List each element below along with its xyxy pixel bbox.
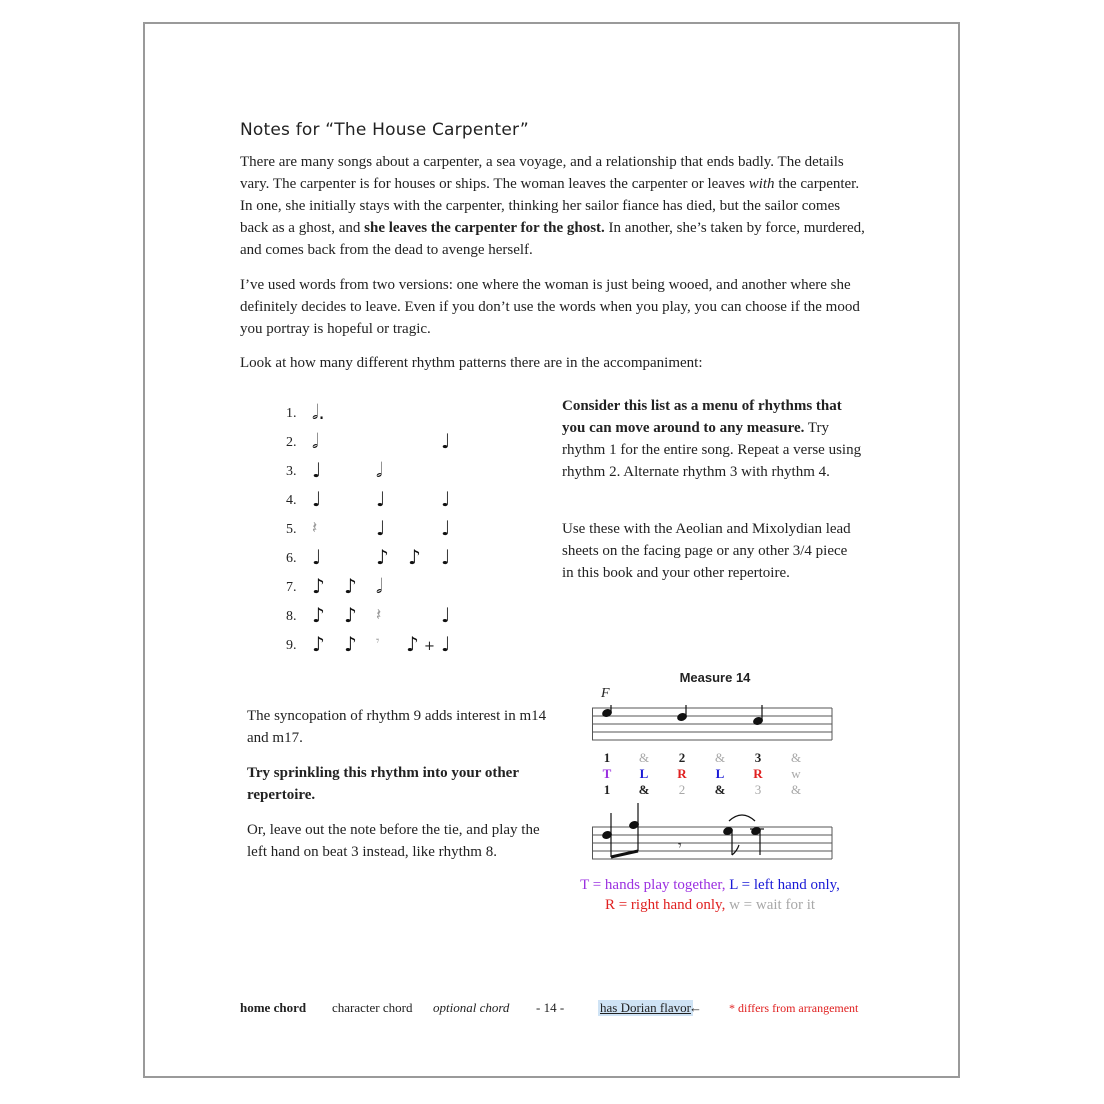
rhythm-number: 7.: [286, 580, 297, 595]
rhythm-number: 3.: [286, 464, 297, 479]
legend-together: T = hands play together,: [580, 877, 726, 893]
hand-left: L: [715, 766, 725, 781]
rhythm-row: [286, 460, 486, 484]
hand-wait: w: [791, 766, 801, 781]
footer-dorian-flavor: has Dorian flavor: [600, 1000, 691, 1015]
tie: [729, 815, 755, 821]
quarter-note-icon: ♩: [312, 458, 322, 482]
rhythm-number: 6.: [286, 551, 297, 566]
rhythm-row: [286, 576, 486, 600]
count-beat: 3: [754, 782, 762, 797]
sprinkle-paragraph: [247, 762, 557, 806]
eighth-note-icon: ♪: [344, 632, 357, 656]
rhythm-row: [286, 402, 486, 426]
rhythm-number: 5.: [286, 522, 297, 537]
quarter-note-icon: ♩: [441, 429, 451, 453]
footer-optional-chord: optional chord: [433, 1000, 510, 1015]
usage-paragraph: Use these with the Aeolian and Mixolydian lead sheets on the facing page or any other 3/4 piece in this book and your other repertoire.: [562, 521, 851, 581]
quarter-note-icon: ♩: [376, 516, 386, 540]
count-beat: 2: [678, 750, 686, 765]
page-number: - 14 -: [536, 1000, 565, 1015]
p1-text-c: In another, she’s taken by force, murdered, and comes back from the dead to avenge herself.: [240, 220, 865, 258]
half-note-icon: 𝅗𝅥: [312, 429, 319, 453]
legend-line-2: [560, 895, 860, 915]
rhythm-row: [286, 518, 486, 542]
eighth-note-icon: ♪: [312, 574, 325, 598]
p1-text-b: the carpenter. In one, she initially stays with the carpenter, thinking her sailor fiance has died, but the sailor comes back as a ghost, and: [240, 176, 860, 236]
count-beat: 1: [603, 782, 611, 797]
eighth-note-icon: ♪: [408, 545, 421, 569]
hand-together: T: [602, 766, 612, 781]
footer-differs-note: * differs from arrangement: [729, 1001, 859, 1015]
count-beat: 2: [678, 782, 686, 797]
p1-with: with: [748, 176, 775, 192]
eighth-note-icon: ♪: [344, 603, 357, 627]
eighth-note-icon: ♪: [406, 632, 419, 656]
rhythm-intro-paragraph: Look at how many different rhythm patterns there are in the accompaniment:: [240, 355, 703, 371]
tie-plus-icon: +: [424, 639, 435, 654]
quarter-note-icon: ♩: [441, 632, 451, 656]
half-note-icon: 𝅗𝅥: [376, 458, 383, 482]
quarter-rest-icon: 𝄽: [312, 518, 318, 538]
menu-paragraph: [562, 395, 862, 483]
legend-line-1: [560, 875, 860, 895]
beam: [611, 851, 638, 857]
rhythm-list: [286, 398, 486, 668]
p1-bold: she leaves the carpenter for the ghost.: [364, 220, 605, 236]
rhythm-row: [286, 431, 486, 455]
count-and: &: [714, 750, 726, 765]
menu-text: Try rhythm 1 for the entire song. Repeat a verse using rhythm 2. Alternate rhythm 3 with rhythm 4.: [562, 420, 862, 480]
rhythm-number: 8.: [286, 609, 297, 624]
rhythm-number: 1.: [286, 406, 297, 421]
count-grid: [592, 750, 832, 800]
versions-paragraph: I’ve used words from two versions: one where the woman is just being wooed, and another where she definitely decides to leave. Even if you don’t use the words when you play, you can choose if the mood you portray is hopeful or tragic.: [240, 277, 860, 337]
eighth-note-icon: ♪: [312, 632, 325, 656]
eighth-note-icon: ♪: [344, 574, 357, 598]
quarter-note-icon: ♩: [441, 603, 451, 627]
half-note-icon: 𝅗𝅥: [376, 574, 383, 598]
legend-wait: w = wait for it: [725, 897, 816, 913]
rhythm-number: 4.: [286, 493, 297, 508]
rhythm-row: [286, 489, 486, 513]
count-and: &: [638, 782, 650, 797]
rhythm-row: [286, 547, 486, 571]
legend-left: L = left hand only,: [725, 877, 840, 893]
menu-bold: Consider this list as a menu of rhythms that you can move around to any measure.: [562, 398, 842, 436]
hand-legend: [560, 875, 860, 915]
measure-title: Measure 14: [679, 670, 751, 685]
count-and: &: [790, 750, 802, 765]
quarter-note-icon: ♩: [312, 545, 322, 569]
dotted-half-note-icon: 𝅗𝅥.: [312, 400, 325, 424]
left-arrow-icon: ←: [689, 1000, 702, 1015]
page-title: Notes for “The House Carpenter”: [240, 120, 529, 140]
quarter-note-icon: ♩: [441, 545, 451, 569]
quarter-note-icon: ♩: [441, 516, 451, 540]
count-beat: 3: [754, 750, 762, 765]
quarter-rest-icon: 𝄽: [376, 605, 382, 625]
quarter-note-icon: ♩: [376, 487, 386, 511]
rhythm-row: [286, 605, 486, 629]
eighth-rest-icon: 𝄾: [678, 838, 682, 854]
alternative-paragraph: Or, leave out the note before the tie, and play the left hand on beat 3 instead, like rhythm 8.: [247, 822, 540, 860]
count-and: &: [638, 750, 650, 765]
quarter-note-icon: ♩: [441, 487, 451, 511]
quarter-note-icon: ♩: [312, 487, 322, 511]
eighth-note-icon: ♪: [376, 545, 389, 569]
count-beat: 1: [603, 750, 611, 765]
chord-symbol: F: [601, 686, 610, 701]
legend-right: R = right hand only,: [604, 897, 726, 913]
rhythm-row: [286, 634, 486, 658]
hand-right: R: [753, 766, 763, 781]
rhythm-number: 9.: [286, 638, 297, 653]
rhythm-number: 2.: [286, 435, 297, 450]
count-and: &: [714, 782, 726, 797]
p1-text-a: There are many songs about a carpenter, a sea voyage, and a relationship that ends badly. The details vary. The carpenter is for houses or ships. The woman leaves the carpenter or leaves: [240, 154, 844, 192]
hand-left: L: [639, 766, 649, 781]
footer-character-chord: character chord: [332, 1000, 413, 1015]
footer-home-chord: home chord: [240, 1000, 307, 1015]
sprinkle-bold: Try sprinkling this rhythm into your other repertoire.: [247, 765, 519, 803]
intro-paragraph: [240, 151, 865, 261]
hand-right: R: [677, 766, 687, 781]
flag: [732, 845, 739, 855]
eighth-rest-icon: 𝄾: [376, 634, 380, 649]
eighth-note-icon: ♪: [312, 603, 325, 627]
syncopation-paragraph: The syncopation of rhythm 9 adds interest in m14 and m17.: [247, 708, 547, 746]
count-and: &: [790, 782, 802, 797]
